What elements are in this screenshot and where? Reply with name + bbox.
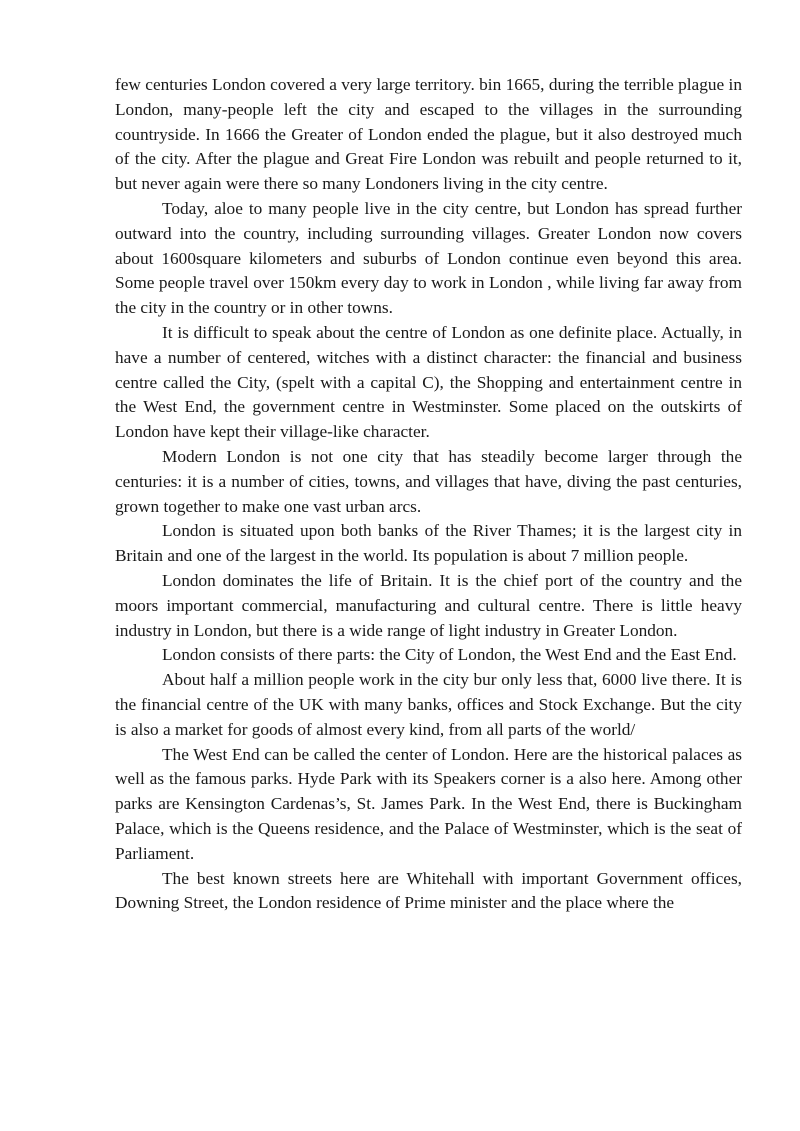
- body-text: [115, 73, 742, 916]
- paragraph-8: About half a million people work in the city bur only less that, 6000 live there. It is the financial centre of the UK with many banks, offices and Stock Exchange. But the city is also a market for goods of almost every kind, from all parts of the world/: [115, 670, 742, 739]
- paragraph-6: London dominates the life of Britain. It is the chief port of the country and the moors important commercial, manufacturing and cultural centre. There is little heavy industry in London, but there is a wide range of light industry in Greater London.: [115, 570, 742, 640]
- paragraph-7: London consists of there parts: the City of London, the West End and the East End.: [162, 645, 737, 665]
- paragraph-1: few centuries London covered a very large territory. bin 1665, during the terrible plague in London, many-people left the city and escaped to the villages in the surrounding countryside. In 1666 the Greater of London ended the plague, but it also destroyed much of the city. After the plague and Great Fire London was rebuilt and people returned to it, but never again were there so many Londoners living in the city centre.: [115, 75, 742, 194]
- paragraph-9: The West End can be called the center of London. Here are the historical palaces as well as the famous parks. Hyde Park with its Speakers corner is a also here. Among other parks are Kensington Cardenas’s, St. James Park. In the West End, there is Buckingham Palace, which is the Queens residence, and the Palace of Westminster, which is the seat of Parliament.: [115, 744, 742, 863]
- paragraph-10: The best known streets here are Whitehall with important Government offices, Downing Street, the London residence of Prime minister and the place where the: [115, 868, 742, 913]
- paragraph-4: Modern London is not one city that has steadily become larger through the centuries: it is a number of cities, towns, and villages that have, diving the past centuries, grown together to make one vast urban arcs.: [115, 446, 742, 516]
- paragraph-5: London is situated upon both banks of the River Thames; it is the largest city in Britain and one of the largest in the world. Its population is about 7 million people.: [115, 521, 742, 566]
- paragraph-2: Today, aloe to many people live in the city centre, but London has spread further outward into the country, including surrounding villages. Greater London now covers about 1600square kilometers and suburbs of London continue even beyond this area. Some people travel over 150km every day to work in London , while living far away from the city in the country or in other towns.: [115, 198, 742, 318]
- paragraph-3: It is difficult to speak about the centre of London as one definite place. Actually, in have a number of centered, witches with a distinct character: the financial and business centre called the City, (spelt with a capital C), the Shopping and entertainment centre in the West End, the government centre in Westminster. Some placed on the outskirts of London have kept their village-like character.: [115, 322, 742, 442]
